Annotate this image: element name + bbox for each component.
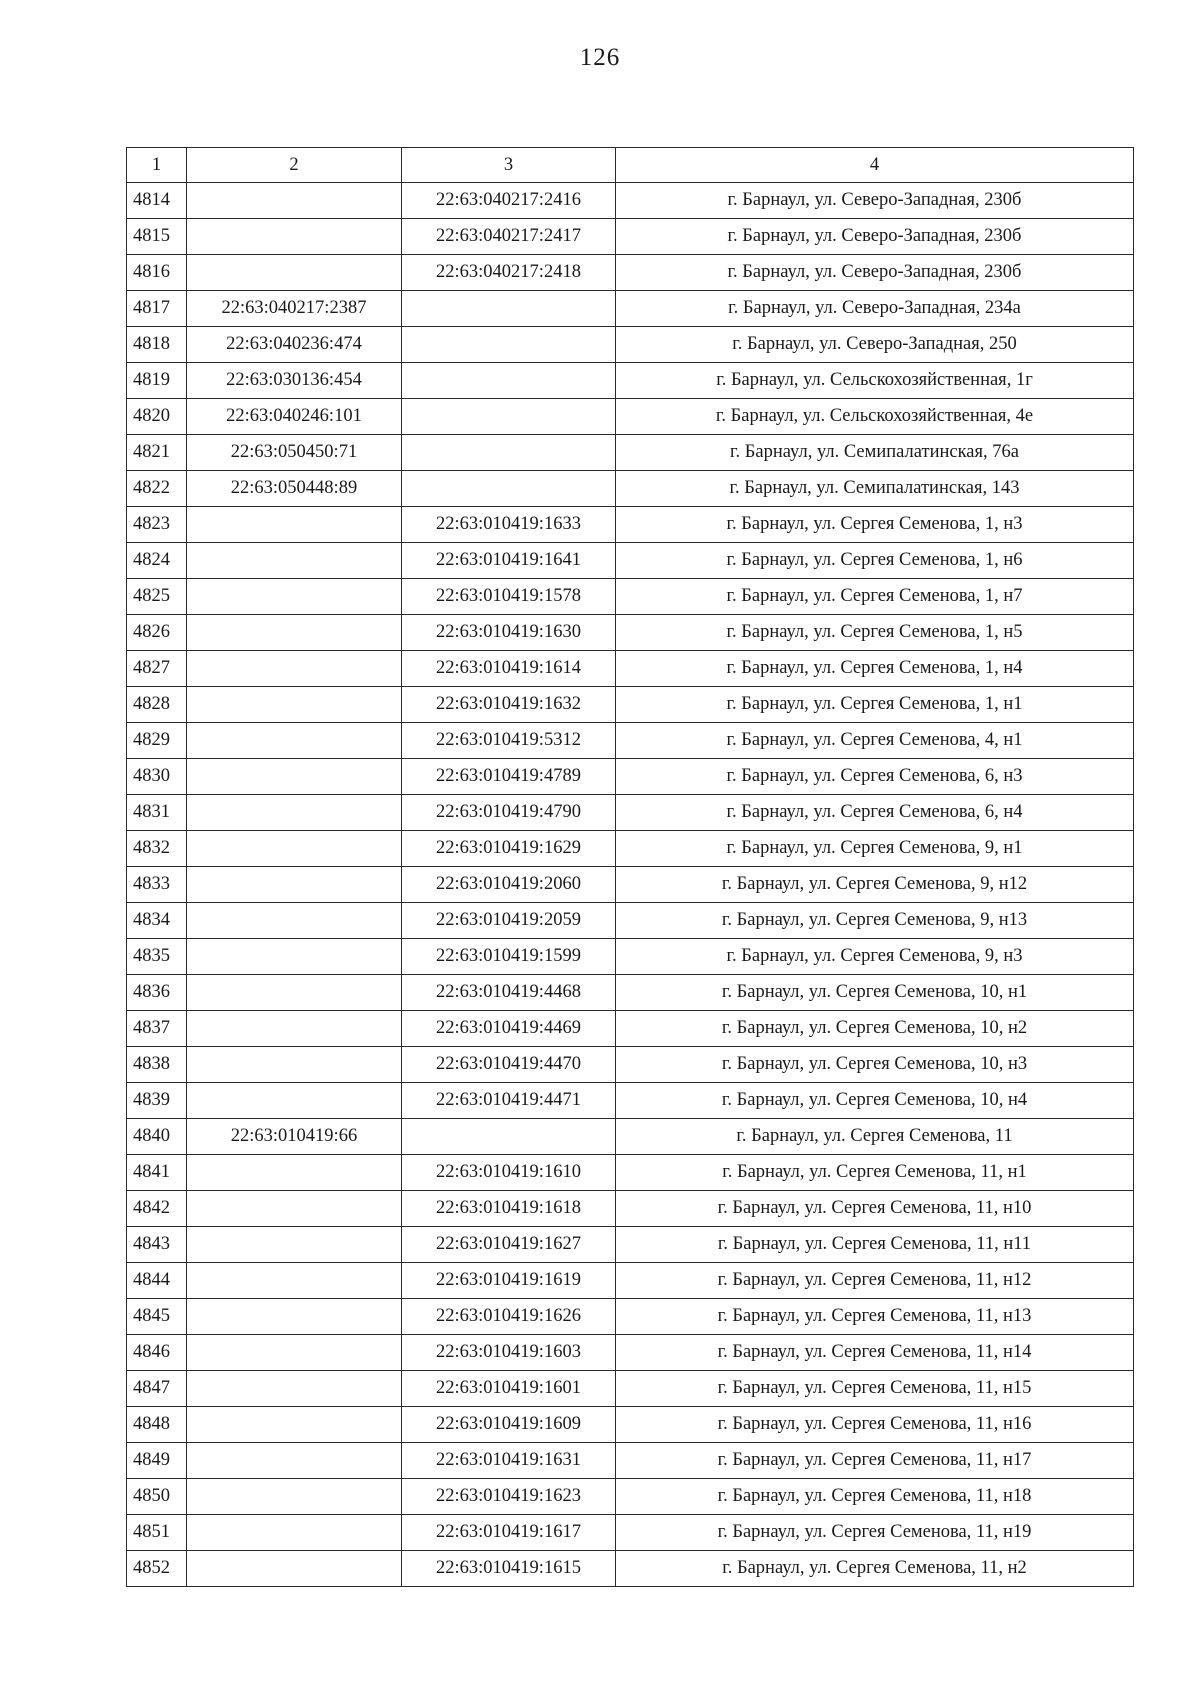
table-row <box>127 723 1134 759</box>
row-number-cell: 4836 <box>127 975 187 1011</box>
land-cadastral-number-cell <box>187 1407 402 1443</box>
table-row <box>127 363 1134 399</box>
table-row <box>127 795 1134 831</box>
address-cell: г. Барнаул, ул. Сергея Семенова, 4, н1 <box>616 723 1134 759</box>
table-row <box>127 327 1134 363</box>
land-cadastral-number-cell <box>187 831 402 867</box>
table-row <box>127 903 1134 939</box>
land-cadastral-number-cell <box>187 1299 402 1335</box>
table-row <box>127 759 1134 795</box>
table-row <box>127 255 1134 291</box>
table-row <box>127 507 1134 543</box>
address-cell: г. Барнаул, ул. Сергея Семенова, 6, н3 <box>616 759 1134 795</box>
table-row <box>127 615 1134 651</box>
table-row <box>127 1155 1134 1191</box>
land-cadastral-number-cell: 22:63:050448:89 <box>187 471 402 507</box>
building-cadastral-number-cell: 22:63:010419:4790 <box>402 795 616 831</box>
building-cadastral-number-cell: 22:63:010419:1614 <box>402 651 616 687</box>
address-cell: г. Барнаул, ул. Сергея Семенова, 1, н7 <box>616 579 1134 615</box>
address-cell: г. Барнаул, ул. Сергея Семенова, 1, н4 <box>616 651 1134 687</box>
land-cadastral-number-cell <box>187 1263 402 1299</box>
row-number-cell: 4819 <box>127 363 187 399</box>
building-cadastral-number-cell: 22:63:010419:1617 <box>402 1515 616 1551</box>
land-cadastral-number-cell <box>187 1191 402 1227</box>
land-cadastral-number-cell <box>187 1443 402 1479</box>
row-number-cell: 4815 <box>127 219 187 255</box>
land-cadastral-number-cell <box>187 1011 402 1047</box>
land-cadastral-number-cell <box>187 903 402 939</box>
row-number-cell: 4846 <box>127 1335 187 1371</box>
table-row <box>127 1011 1134 1047</box>
registry-table <box>126 147 1134 1587</box>
building-cadastral-number-cell <box>402 399 616 435</box>
row-number-cell: 4826 <box>127 615 187 651</box>
building-cadastral-number-cell: 22:63:010419:1610 <box>402 1155 616 1191</box>
address-cell: г. Барнаул, ул. Сергея Семенова, 11, н2 <box>616 1551 1134 1587</box>
building-cadastral-number-cell: 22:63:010419:1599 <box>402 939 616 975</box>
address-cell: г. Барнаул, ул. Семипалатинская, 76а <box>616 435 1134 471</box>
building-cadastral-number-cell: 22:63:010419:1623 <box>402 1479 616 1515</box>
row-number-cell: 4845 <box>127 1299 187 1335</box>
building-cadastral-number-cell <box>402 327 616 363</box>
column-header-1: 1 <box>127 148 187 183</box>
building-cadastral-number-cell <box>402 435 616 471</box>
row-number-cell: 4839 <box>127 1083 187 1119</box>
table-row <box>127 399 1134 435</box>
land-cadastral-number-cell <box>187 1227 402 1263</box>
land-cadastral-number-cell <box>187 939 402 975</box>
land-cadastral-number-cell <box>187 651 402 687</box>
table-row <box>127 1299 1134 1335</box>
building-cadastral-number-cell <box>402 291 616 327</box>
building-cadastral-number-cell: 22:63:010419:2059 <box>402 903 616 939</box>
building-cadastral-number-cell <box>402 363 616 399</box>
land-cadastral-number-cell: 22:63:010419:66 <box>187 1119 402 1155</box>
address-cell: г. Барнаул, ул. Сергея Семенова, 11, н17 <box>616 1443 1134 1479</box>
table-row <box>127 471 1134 507</box>
row-number-cell: 4849 <box>127 1443 187 1479</box>
building-cadastral-number-cell: 22:63:010419:1641 <box>402 543 616 579</box>
row-number-cell: 4850 <box>127 1479 187 1515</box>
address-cell: г. Барнаул, ул. Сергея Семенова, 10, н2 <box>616 1011 1134 1047</box>
land-cadastral-number-cell <box>187 1479 402 1515</box>
land-cadastral-number-cell: 22:63:030136:454 <box>187 363 402 399</box>
address-cell: г. Барнаул, ул. Северо-Западная, 230б <box>616 219 1134 255</box>
address-cell: г. Барнаул, ул. Сергея Семенова, 9, н12 <box>616 867 1134 903</box>
table-row <box>127 183 1134 219</box>
land-cadastral-number-cell <box>187 867 402 903</box>
row-number-cell: 4835 <box>127 939 187 975</box>
address-cell: г. Барнаул, ул. Сергея Семенова, 9, н13 <box>616 903 1134 939</box>
land-cadastral-number-cell <box>187 975 402 1011</box>
row-number-cell: 4816 <box>127 255 187 291</box>
address-cell: г. Барнаул, ул. Сельскохозяйственная, 1г <box>616 363 1134 399</box>
address-cell: г. Барнаул, ул. Сергея Семенова, 6, н4 <box>616 795 1134 831</box>
column-header-4: 4 <box>616 148 1134 183</box>
building-cadastral-number-cell: 22:63:010419:5312 <box>402 723 616 759</box>
address-cell: г. Барнаул, ул. Сергея Семенова, 10, н1 <box>616 975 1134 1011</box>
row-number-cell: 4837 <box>127 1011 187 1047</box>
building-cadastral-number-cell: 22:63:010419:1603 <box>402 1335 616 1371</box>
address-cell: г. Барнаул, ул. Северо-Западная, 230б <box>616 255 1134 291</box>
land-cadastral-number-cell <box>187 1335 402 1371</box>
address-cell: г. Барнаул, ул. Сельскохозяйственная, 4е <box>616 399 1134 435</box>
address-cell: г. Барнаул, ул. Северо-Западная, 230б <box>616 183 1134 219</box>
table-row <box>127 1443 1134 1479</box>
table-row <box>127 1551 1134 1587</box>
row-number-cell: 4829 <box>127 723 187 759</box>
row-number-cell: 4814 <box>127 183 187 219</box>
land-cadastral-number-cell <box>187 1083 402 1119</box>
row-number-cell: 4841 <box>127 1155 187 1191</box>
row-number-cell: 4820 <box>127 399 187 435</box>
building-cadastral-number-cell: 22:63:010419:1633 <box>402 507 616 543</box>
building-cadastral-number-cell: 22:63:040217:2417 <box>402 219 616 255</box>
address-cell: г. Барнаул, ул. Северо-Западная, 250 <box>616 327 1134 363</box>
address-cell: г. Барнаул, ул. Сергея Семенова, 11, н13 <box>616 1299 1134 1335</box>
table-row <box>127 543 1134 579</box>
building-cadastral-number-cell: 22:63:010419:1629 <box>402 831 616 867</box>
row-number-cell: 4847 <box>127 1371 187 1407</box>
address-cell: г. Барнаул, ул. Сергея Семенова, 9, н3 <box>616 939 1134 975</box>
address-cell: г. Барнаул, ул. Сергея Семенова, 10, н4 <box>616 1083 1134 1119</box>
address-cell: г. Барнаул, ул. Сергея Семенова, 11, н19 <box>616 1515 1134 1551</box>
table-row <box>127 687 1134 723</box>
column-header-2: 2 <box>187 148 402 183</box>
table-header <box>127 148 1134 183</box>
address-cell: г. Барнаул, ул. Семипалатинская, 143 <box>616 471 1134 507</box>
address-cell: г. Барнаул, ул. Сергея Семенова, 9, н1 <box>616 831 1134 867</box>
row-number-cell: 4848 <box>127 1407 187 1443</box>
table-body <box>127 183 1134 1587</box>
row-number-cell: 4851 <box>127 1515 187 1551</box>
land-cadastral-number-cell <box>187 255 402 291</box>
table-row <box>127 219 1134 255</box>
table-row <box>127 1263 1134 1299</box>
building-cadastral-number-cell: 22:63:010419:1609 <box>402 1407 616 1443</box>
land-cadastral-number-cell <box>187 1047 402 1083</box>
land-cadastral-number-cell <box>187 579 402 615</box>
land-cadastral-number-cell <box>187 615 402 651</box>
table-row <box>127 1083 1134 1119</box>
address-cell: г. Барнаул, ул. Сергея Семенова, 11, н18 <box>616 1479 1134 1515</box>
table-row <box>127 1227 1134 1263</box>
building-cadastral-number-cell: 22:63:010419:4789 <box>402 759 616 795</box>
address-cell: г. Барнаул, ул. Сергея Семенова, 11, н15 <box>616 1371 1134 1407</box>
address-cell: г. Барнаул, ул. Сергея Семенова, 1, н5 <box>616 615 1134 651</box>
land-cadastral-number-cell: 22:63:040217:2387 <box>187 291 402 327</box>
row-number-cell: 4840 <box>127 1119 187 1155</box>
building-cadastral-number-cell: 22:63:010419:1619 <box>402 1263 616 1299</box>
table-row <box>127 1047 1134 1083</box>
row-number-cell: 4825 <box>127 579 187 615</box>
address-cell: г. Барнаул, ул. Сергея Семенова, 1, н1 <box>616 687 1134 723</box>
address-cell: г. Барнаул, ул. Сергея Семенова, 11, н1 <box>616 1155 1134 1191</box>
building-cadastral-number-cell: 22:63:010419:1626 <box>402 1299 616 1335</box>
column-header-3: 3 <box>402 148 616 183</box>
row-number-cell: 4842 <box>127 1191 187 1227</box>
table-row <box>127 939 1134 975</box>
building-cadastral-number-cell: 22:63:010419:2060 <box>402 867 616 903</box>
table-row <box>127 867 1134 903</box>
row-number-cell: 4822 <box>127 471 187 507</box>
land-cadastral-number-cell <box>187 1551 402 1587</box>
building-cadastral-number-cell: 22:63:010419:1601 <box>402 1371 616 1407</box>
row-number-cell: 4833 <box>127 867 187 903</box>
building-cadastral-number-cell: 22:63:010419:1632 <box>402 687 616 723</box>
address-cell: г. Барнаул, ул. Сергея Семенова, 11, н16 <box>616 1407 1134 1443</box>
row-number-cell: 4844 <box>127 1263 187 1299</box>
address-cell: г. Барнаул, ул. Северо-Западная, 234а <box>616 291 1134 327</box>
building-cadastral-number-cell: 22:63:010419:4468 <box>402 975 616 1011</box>
building-cadastral-number-cell: 22:63:040217:2418 <box>402 255 616 291</box>
land-cadastral-number-cell: 22:63:040236:474 <box>187 327 402 363</box>
table-row <box>127 1119 1134 1155</box>
address-cell: г. Барнаул, ул. Сергея Семенова, 1, н6 <box>616 543 1134 579</box>
table-row <box>127 1335 1134 1371</box>
address-cell: г. Барнаул, ул. Сергея Семенова, 11, н12 <box>616 1263 1134 1299</box>
land-cadastral-number-cell <box>187 687 402 723</box>
page-number: 126 <box>579 44 621 71</box>
header-row <box>127 148 1134 183</box>
table-row <box>127 1515 1134 1551</box>
building-cadastral-number-cell: 22:63:010419:4471 <box>402 1083 616 1119</box>
table-row <box>127 831 1134 867</box>
row-number-cell: 4818 <box>127 327 187 363</box>
row-number-cell: 4834 <box>127 903 187 939</box>
land-cadastral-number-cell <box>187 1371 402 1407</box>
address-cell: г. Барнаул, ул. Сергея Семенова, 1, н3 <box>616 507 1134 543</box>
row-number-cell: 4831 <box>127 795 187 831</box>
land-cadastral-number-cell <box>187 1155 402 1191</box>
address-cell: г. Барнаул, ул. Сергея Семенова, 11, н14 <box>616 1335 1134 1371</box>
building-cadastral-number-cell: 22:63:010419:1615 <box>402 1551 616 1587</box>
building-cadastral-number-cell <box>402 471 616 507</box>
building-cadastral-number-cell: 22:63:010419:1627 <box>402 1227 616 1263</box>
address-cell: г. Барнаул, ул. Сергея Семенова, 11, н10 <box>616 1191 1134 1227</box>
land-cadastral-number-cell <box>187 759 402 795</box>
building-cadastral-number-cell <box>402 1119 616 1155</box>
land-cadastral-number-cell <box>187 219 402 255</box>
table-row <box>127 651 1134 687</box>
row-number-cell: 4821 <box>127 435 187 471</box>
row-number-cell: 4824 <box>127 543 187 579</box>
land-cadastral-number-cell <box>187 723 402 759</box>
land-cadastral-number-cell <box>187 1515 402 1551</box>
row-number-cell: 4828 <box>127 687 187 723</box>
row-number-cell: 4843 <box>127 1227 187 1263</box>
land-cadastral-number-cell <box>187 507 402 543</box>
building-cadastral-number-cell: 22:63:010419:1631 <box>402 1443 616 1479</box>
building-cadastral-number-cell: 22:63:010419:4470 <box>402 1047 616 1083</box>
table-row <box>127 435 1134 471</box>
table-row <box>127 1479 1134 1515</box>
building-cadastral-number-cell: 22:63:010419:1630 <box>402 615 616 651</box>
land-cadastral-number-cell: 22:63:040246:101 <box>187 399 402 435</box>
table-row <box>127 1371 1134 1407</box>
land-cadastral-number-cell <box>187 795 402 831</box>
land-cadastral-number-cell <box>187 543 402 579</box>
row-number-cell: 4838 <box>127 1047 187 1083</box>
table-row <box>127 1407 1134 1443</box>
row-number-cell: 4827 <box>127 651 187 687</box>
address-cell: г. Барнаул, ул. Сергея Семенова, 11 <box>616 1119 1134 1155</box>
building-cadastral-number-cell: 22:63:010419:1618 <box>402 1191 616 1227</box>
row-number-cell: 4832 <box>127 831 187 867</box>
table-row <box>127 1191 1134 1227</box>
building-cadastral-number-cell: 22:63:040217:2416 <box>402 183 616 219</box>
table-row <box>127 975 1134 1011</box>
table-row <box>127 291 1134 327</box>
land-cadastral-number-cell <box>187 183 402 219</box>
row-number-cell: 4817 <box>127 291 187 327</box>
table-row <box>127 579 1134 615</box>
building-cadastral-number-cell: 22:63:010419:1578 <box>402 579 616 615</box>
row-number-cell: 4830 <box>127 759 187 795</box>
row-number-cell: 4852 <box>127 1551 187 1587</box>
land-cadastral-number-cell: 22:63:050450:71 <box>187 435 402 471</box>
address-cell: г. Барнаул, ул. Сергея Семенова, 10, н3 <box>616 1047 1134 1083</box>
address-cell: г. Барнаул, ул. Сергея Семенова, 11, н11 <box>616 1227 1134 1263</box>
building-cadastral-number-cell: 22:63:010419:4469 <box>402 1011 616 1047</box>
row-number-cell: 4823 <box>127 507 187 543</box>
